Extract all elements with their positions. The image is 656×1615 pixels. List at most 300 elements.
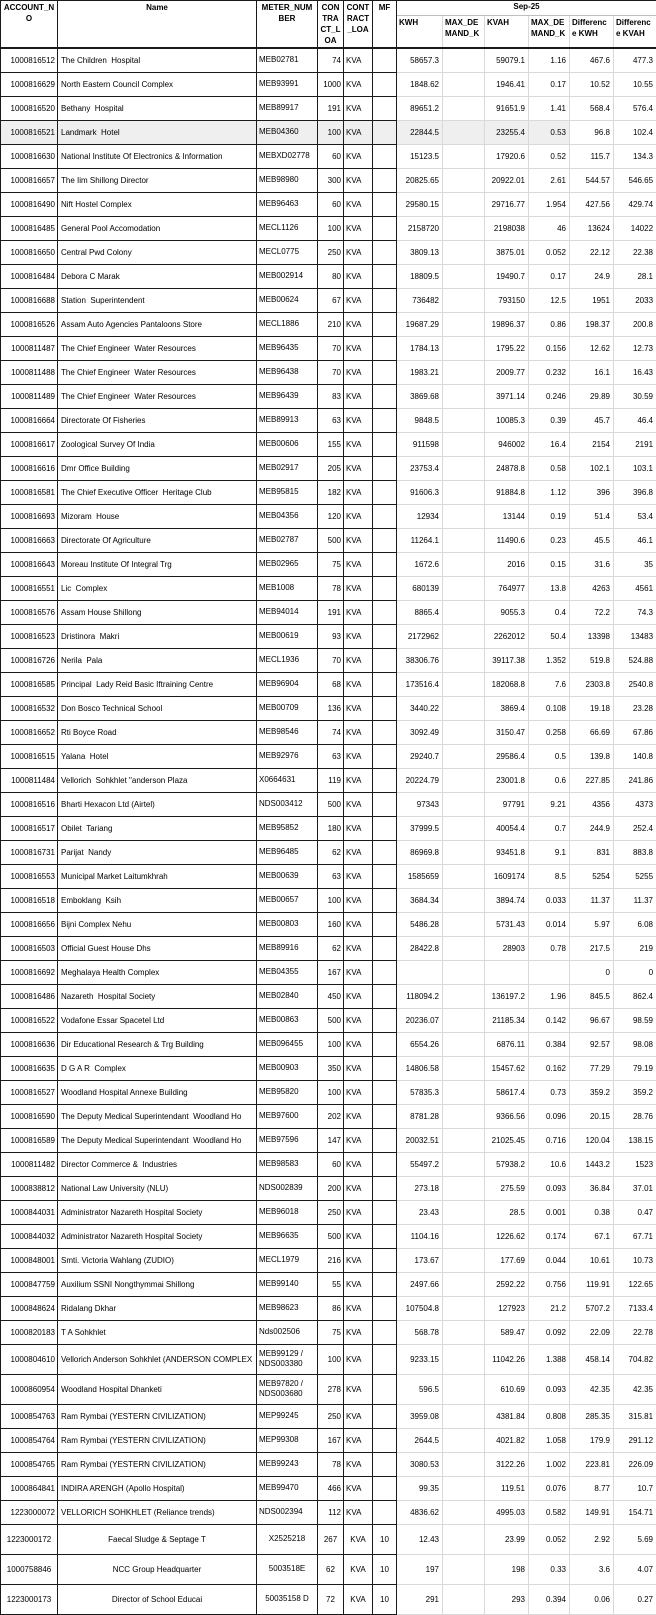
kwh-cell[interactable]: 15123.5 <box>397 144 443 168</box>
kvah-cell[interactable]: 3971.14 <box>485 384 529 408</box>
diff-kwh-cell[interactable]: 8.77 <box>570 1476 614 1500</box>
meter-cell[interactable]: MEB97596 <box>257 1128 318 1152</box>
max-demand-kvah-cell[interactable]: 0.052 <box>529 240 570 264</box>
diff-kvah-cell[interactable]: 0 <box>614 960 656 984</box>
diff-kwh-cell[interactable]: 831 <box>570 840 614 864</box>
kvah-cell[interactable]: 589.47 <box>485 1320 529 1344</box>
max-demand-kvah-cell[interactable]: 0.39 <box>529 408 570 432</box>
contract-unit-cell[interactable]: KVA <box>344 1554 373 1584</box>
contract-unit-cell[interactable]: KVA <box>344 1104 373 1128</box>
account-cell[interactable]: 1000816520 <box>1 96 58 120</box>
meter-cell[interactable]: MEB95820 <box>257 1080 318 1104</box>
contract-unit-cell[interactable]: KVA <box>344 216 373 240</box>
contract-unit-cell[interactable]: KVA <box>344 768 373 792</box>
header-account-no[interactable]: ACCOUNT_NO <box>1 1 58 49</box>
mf-cell[interactable] <box>373 552 397 576</box>
max-demand-kwh-cell[interactable] <box>443 1008 485 1032</box>
kvah-cell[interactable]: 3894.74 <box>485 888 529 912</box>
kwh-cell[interactable]: 29580.15 <box>397 192 443 216</box>
diff-kwh-cell[interactable]: 1951 <box>570 288 614 312</box>
mf-cell[interactable] <box>373 720 397 744</box>
diff-kwh-cell[interactable]: 115.7 <box>570 144 614 168</box>
account-cell[interactable]: 1000816692 <box>1 960 58 984</box>
diff-kvah-cell[interactable]: 1523 <box>614 1152 656 1176</box>
kvah-cell[interactable]: 23001.8 <box>485 768 529 792</box>
meter-cell[interactable]: MEB96904 <box>257 672 318 696</box>
diff-kvah-cell[interactable]: 98.08 <box>614 1032 656 1056</box>
diff-kvah-cell[interactable]: 30.59 <box>614 384 656 408</box>
contract-load-cell[interactable]: 100 <box>318 888 344 912</box>
meter-cell[interactable]: NDS002839 <box>257 1176 318 1200</box>
kwh-cell[interactable]: 29240.7 <box>397 744 443 768</box>
meter-cell[interactable]: MEB97820 / NDS003680 <box>257 1374 318 1404</box>
diff-kwh-cell[interactable]: 22.12 <box>570 240 614 264</box>
mf-cell[interactable] <box>373 888 397 912</box>
max-demand-kvah-cell[interactable]: 0.232 <box>529 360 570 384</box>
diff-kwh-cell[interactable]: 67.1 <box>570 1224 614 1248</box>
contract-load-cell[interactable]: 450 <box>318 984 344 1008</box>
kvah-cell[interactable]: 793150 <box>485 288 529 312</box>
contract-unit-cell[interactable]: KVA <box>344 1080 373 1104</box>
account-cell[interactable]: 1000864841 <box>1 1476 58 1500</box>
kwh-cell[interactable]: 22844.5 <box>397 120 443 144</box>
diff-kvah-cell[interactable]: 154.71 <box>614 1500 656 1524</box>
kvah-cell[interactable]: 1795.22 <box>485 336 529 360</box>
meter-cell[interactable]: MEB00803 <box>257 912 318 936</box>
contract-load-cell[interactable]: 119 <box>318 768 344 792</box>
meter-cell[interactable]: MEB00863 <box>257 1008 318 1032</box>
account-cell[interactable]: 1000816523 <box>1 624 58 648</box>
contract-unit-cell[interactable]: KVA <box>344 528 373 552</box>
kwh-cell[interactable]: 37999.5 <box>397 816 443 840</box>
name-cell[interactable]: National Law University (NLU) <box>58 1176 257 1200</box>
diff-kwh-cell[interactable]: 31.6 <box>570 552 614 576</box>
contract-load-cell[interactable]: 83 <box>318 384 344 408</box>
kwh-cell[interactable]: 14806.58 <box>397 1056 443 1080</box>
kvah-cell[interactable]: 5731.43 <box>485 912 529 936</box>
meter-cell[interactable]: 5003518E <box>257 1554 318 1584</box>
diff-kvah-cell[interactable]: 2191 <box>614 432 656 456</box>
max-demand-kvah-cell[interactable]: 0.582 <box>529 1500 570 1524</box>
meter-cell[interactable]: MEB00709 <box>257 696 318 720</box>
max-demand-kwh-cell[interactable] <box>443 696 485 720</box>
mf-cell[interactable] <box>373 1476 397 1500</box>
meter-cell[interactable]: MEB96463 <box>257 192 318 216</box>
diff-kwh-cell[interactable]: 45.7 <box>570 408 614 432</box>
max-demand-kvah-cell[interactable]: 0.716 <box>529 1128 570 1152</box>
max-demand-kwh-cell[interactable] <box>443 432 485 456</box>
name-cell[interactable]: Moreau Institute Of Integral Trg <box>58 552 257 576</box>
max-demand-kwh-cell[interactable] <box>443 312 485 336</box>
name-cell[interactable]: D G A R Complex <box>58 1056 257 1080</box>
kwh-cell[interactable]: 18809.5 <box>397 264 443 288</box>
contract-load-cell[interactable]: 205 <box>318 456 344 480</box>
diff-kwh-cell[interactable]: 12.62 <box>570 336 614 360</box>
max-demand-kwh-cell[interactable] <box>443 1476 485 1500</box>
name-cell[interactable]: Ram Rymbai (YESTERN CIVILIZATION) <box>58 1428 257 1452</box>
kwh-cell[interactable]: 23.43 <box>397 1200 443 1224</box>
kwh-cell[interactable]: 736482 <box>397 288 443 312</box>
kwh-cell[interactable]: 1983.21 <box>397 360 443 384</box>
kvah-cell[interactable]: 39117.38 <box>485 648 529 672</box>
meter-cell[interactable]: MEB96435 <box>257 336 318 360</box>
kvah-cell[interactable]: 2592.22 <box>485 1272 529 1296</box>
contract-load-cell[interactable]: 62 <box>318 840 344 864</box>
diff-kwh-cell[interactable]: 0.06 <box>570 1584 614 1614</box>
contract-unit-cell[interactable]: KVA <box>344 240 373 264</box>
kwh-cell[interactable]: 1848.62 <box>397 72 443 96</box>
max-demand-kvah-cell[interactable]: 13.8 <box>529 576 570 600</box>
max-demand-kvah-cell[interactable]: 0.162 <box>529 1056 570 1080</box>
kvah-cell[interactable]: 29586.4 <box>485 744 529 768</box>
max-demand-kwh-cell[interactable] <box>443 96 485 120</box>
diff-kvah-cell[interactable]: 7133.4 <box>614 1296 656 1320</box>
contract-unit-cell[interactable]: KVA <box>344 1320 373 1344</box>
name-cell[interactable]: Municipal Market Laitumkhrah <box>58 864 257 888</box>
account-cell[interactable]: 1000816657 <box>1 168 58 192</box>
diff-kvah-cell[interactable]: 241.86 <box>614 768 656 792</box>
name-cell[interactable]: Director Commerce & Industries <box>58 1152 257 1176</box>
max-demand-kvah-cell[interactable]: 1.388 <box>529 1344 570 1374</box>
kvah-cell[interactable]: 177.69 <box>485 1248 529 1272</box>
diff-kwh-cell[interactable]: 22.09 <box>570 1320 614 1344</box>
kvah-cell[interactable]: 59079.1 <box>485 48 529 72</box>
meter-cell[interactable]: MEB99129 / NDS003380 <box>257 1344 318 1374</box>
kvah-cell[interactable]: 3150.47 <box>485 720 529 744</box>
meter-cell[interactable]: MEB93991 <box>257 72 318 96</box>
max-demand-kvah-cell[interactable]: 1.96 <box>529 984 570 1008</box>
account-cell[interactable]: 1000854765 <box>1 1452 58 1476</box>
kwh-cell[interactable]: 97343 <box>397 792 443 816</box>
name-cell[interactable]: Rti Boyce Road <box>58 720 257 744</box>
diff-kwh-cell[interactable]: 467.6 <box>570 48 614 72</box>
name-cell[interactable]: Administrator Nazareth Hospital Society <box>58 1224 257 1248</box>
max-demand-kvah-cell[interactable]: 50.4 <box>529 624 570 648</box>
mf-cell[interactable] <box>373 600 397 624</box>
name-cell[interactable]: Principal Lady Reid Basic Iftraining Centre <box>58 672 257 696</box>
kvah-cell[interactable] <box>485 960 529 984</box>
diff-kvah-cell[interactable]: 134.3 <box>614 144 656 168</box>
max-demand-kwh-cell[interactable] <box>443 1524 485 1554</box>
max-demand-kvah-cell[interactable]: 0.258 <box>529 720 570 744</box>
max-demand-kwh-cell[interactable] <box>443 1032 485 1056</box>
diff-kwh-cell[interactable]: 223.81 <box>570 1452 614 1476</box>
contract-load-cell[interactable]: 216 <box>318 1248 344 1272</box>
max-demand-kvah-cell[interactable]: 0.7 <box>529 816 570 840</box>
diff-kwh-cell[interactable]: 5707.2 <box>570 1296 614 1320</box>
diff-kwh-cell[interactable]: 0 <box>570 960 614 984</box>
kvah-cell[interactable]: 29716.77 <box>485 192 529 216</box>
kvah-cell[interactable]: 1609174 <box>485 864 529 888</box>
max-demand-kvah-cell[interactable]: 0.756 <box>529 1272 570 1296</box>
max-demand-kwh-cell[interactable] <box>443 672 485 696</box>
diff-kvah-cell[interactable]: 4561 <box>614 576 656 600</box>
meter-cell[interactable]: MEB04356 <box>257 504 318 528</box>
contract-unit-cell[interactable]: KVA <box>344 120 373 144</box>
kwh-cell[interactable]: 3080.53 <box>397 1452 443 1476</box>
kvah-cell[interactable]: 2016 <box>485 552 529 576</box>
meter-cell[interactable]: MEB96438 <box>257 360 318 384</box>
contract-load-cell[interactable]: 191 <box>318 96 344 120</box>
diff-kwh-cell[interactable]: 72.2 <box>570 600 614 624</box>
max-demand-kvah-cell[interactable]: 0.142 <box>529 1008 570 1032</box>
contract-unit-cell[interactable]: KVA <box>344 192 373 216</box>
max-demand-kvah-cell[interactable]: 0.108 <box>529 696 570 720</box>
kvah-cell[interactable]: 20922.01 <box>485 168 529 192</box>
name-cell[interactable]: National Institute Of Electronics & Information <box>58 144 257 168</box>
meter-cell[interactable]: MEB98980 <box>257 168 318 192</box>
kvah-cell[interactable]: 28903 <box>485 936 529 960</box>
kvah-cell[interactable]: 610.69 <box>485 1374 529 1404</box>
max-demand-kwh-cell[interactable] <box>443 1224 485 1248</box>
mf-cell[interactable] <box>373 288 397 312</box>
diff-kvah-cell[interactable]: 98.59 <box>614 1008 656 1032</box>
max-demand-kwh-cell[interactable] <box>443 576 485 600</box>
name-cell[interactable]: INDIRA ARENGH (Apollo Hospital) <box>58 1476 257 1500</box>
mf-cell[interactable] <box>373 1248 397 1272</box>
contract-load-cell[interactable]: 167 <box>318 960 344 984</box>
max-demand-kwh-cell[interactable] <box>443 264 485 288</box>
max-demand-kwh-cell[interactable] <box>443 1554 485 1584</box>
diff-kwh-cell[interactable]: 359.2 <box>570 1080 614 1104</box>
max-demand-kwh-cell[interactable] <box>443 504 485 528</box>
contract-unit-cell[interactable]: KVA <box>344 1176 373 1200</box>
name-cell[interactable]: Faecal Sludge & Septage T <box>58 1524 257 1554</box>
mf-cell[interactable] <box>373 1152 397 1176</box>
name-cell[interactable]: Vodafone Essar Spacetel Ltd <box>58 1008 257 1032</box>
diff-kwh-cell[interactable]: 544.57 <box>570 168 614 192</box>
name-cell[interactable]: The Deputy Medical Superintendant Woodland Ho <box>58 1104 257 1128</box>
kwh-cell[interactable]: 5486.28 <box>397 912 443 936</box>
kwh-cell[interactable]: 568.78 <box>397 1320 443 1344</box>
max-demand-kvah-cell[interactable]: 1.058 <box>529 1428 570 1452</box>
account-cell[interactable]: 1000816629 <box>1 72 58 96</box>
meter-cell[interactable]: MEB00639 <box>257 864 318 888</box>
mf-cell[interactable] <box>373 744 397 768</box>
name-cell[interactable]: Parijat Nandy <box>58 840 257 864</box>
kwh-cell[interactable]: 6554.26 <box>397 1032 443 1056</box>
kwh-cell[interactable]: 8781.28 <box>397 1104 443 1128</box>
max-demand-kvah-cell[interactable]: 0.174 <box>529 1224 570 1248</box>
account-cell[interactable]: 1000816636 <box>1 1032 58 1056</box>
kwh-cell[interactable]: 273.18 <box>397 1176 443 1200</box>
name-cell[interactable]: Ram Rymbai (YESTERN CIVILIZATION) <box>58 1404 257 1428</box>
kwh-cell[interactable]: 9848.5 <box>397 408 443 432</box>
meter-cell[interactable]: MECL1126 <box>257 216 318 240</box>
contract-unit-cell[interactable]: KVA <box>344 744 373 768</box>
kwh-cell[interactable]: 3684.34 <box>397 888 443 912</box>
account-cell[interactable]: 1000816526 <box>1 312 58 336</box>
kwh-cell[interactable]: 3440.22 <box>397 696 443 720</box>
max-demand-kwh-cell[interactable] <box>443 408 485 432</box>
max-demand-kvah-cell[interactable]: 0.78 <box>529 936 570 960</box>
max-demand-kwh-cell[interactable] <box>443 744 485 768</box>
contract-unit-cell[interactable]: KVA <box>344 600 373 624</box>
name-cell[interactable]: North Eastern Council Complex <box>58 72 257 96</box>
kvah-cell[interactable]: 182068.8 <box>485 672 529 696</box>
max-demand-kvah-cell[interactable]: 0.246 <box>529 384 570 408</box>
mf-cell[interactable] <box>373 624 397 648</box>
max-demand-kwh-cell[interactable] <box>443 1428 485 1452</box>
diff-kwh-cell[interactable]: 244.9 <box>570 816 614 840</box>
meter-cell[interactable]: MEB00619 <box>257 624 318 648</box>
account-cell[interactable]: 1000816693 <box>1 504 58 528</box>
account-cell[interactable]: 1000816585 <box>1 672 58 696</box>
account-cell[interactable]: 1000816490 <box>1 192 58 216</box>
kvah-cell[interactable]: 23.99 <box>485 1524 529 1554</box>
diff-kvah-cell[interactable]: 13483 <box>614 624 656 648</box>
contract-unit-cell[interactable]: KVA <box>344 456 373 480</box>
name-cell[interactable]: Emboklang Ksih <box>58 888 257 912</box>
kvah-cell[interactable]: 136197.2 <box>485 984 529 1008</box>
diff-kwh-cell[interactable]: 4263 <box>570 576 614 600</box>
kvah-cell[interactable]: 764977 <box>485 576 529 600</box>
diff-kwh-cell[interactable]: 427.56 <box>570 192 614 216</box>
mf-cell[interactable] <box>373 1200 397 1224</box>
name-cell[interactable]: Central Pwd Colony <box>58 240 257 264</box>
kvah-cell[interactable]: 9055.3 <box>485 600 529 624</box>
diff-kvah-cell[interactable]: 138.15 <box>614 1128 656 1152</box>
max-demand-kvah-cell[interactable]: 0.5 <box>529 744 570 768</box>
account-cell[interactable]: 1000811489 <box>1 384 58 408</box>
contract-load-cell[interactable]: 136 <box>318 696 344 720</box>
max-demand-kvah-cell[interactable]: 10.6 <box>529 1152 570 1176</box>
contract-load-cell[interactable]: 278 <box>318 1374 344 1404</box>
kwh-cell[interactable]: 3092.49 <box>397 720 443 744</box>
mf-cell[interactable] <box>373 1428 397 1452</box>
kvah-cell[interactable]: 24878.8 <box>485 456 529 480</box>
diff-kvah-cell[interactable]: 53.4 <box>614 504 656 528</box>
name-cell[interactable]: Nerila Pala <box>58 648 257 672</box>
mf-cell[interactable] <box>373 120 397 144</box>
kwh-cell[interactable]: 19687.29 <box>397 312 443 336</box>
account-cell[interactable]: 1000816581 <box>1 480 58 504</box>
kwh-cell[interactable]: 20032.51 <box>397 1128 443 1152</box>
account-cell[interactable]: 1000816650 <box>1 240 58 264</box>
kvah-cell[interactable]: 2262012 <box>485 624 529 648</box>
contract-load-cell[interactable]: 350 <box>318 1056 344 1080</box>
account-cell[interactable]: 1000811488 <box>1 360 58 384</box>
max-demand-kvah-cell[interactable]: 0.093 <box>529 1176 570 1200</box>
diff-kvah-cell[interactable]: 74.3 <box>614 600 656 624</box>
max-demand-kvah-cell[interactable]: 0.156 <box>529 336 570 360</box>
kvah-cell[interactable]: 93451.8 <box>485 840 529 864</box>
name-cell[interactable]: Ridalang Dkhar <box>58 1296 257 1320</box>
kvah-cell[interactable]: 15457.62 <box>485 1056 529 1080</box>
contract-load-cell[interactable]: 74 <box>318 720 344 744</box>
mf-cell[interactable] <box>373 240 397 264</box>
max-demand-kwh-cell[interactable] <box>443 1128 485 1152</box>
mf-cell[interactable] <box>373 144 397 168</box>
max-demand-kvah-cell[interactable]: 0.19 <box>529 504 570 528</box>
max-demand-kwh-cell[interactable] <box>443 792 485 816</box>
diff-kwh-cell[interactable]: 0.38 <box>570 1200 614 1224</box>
name-cell[interactable]: Landmark Hotel <box>58 120 257 144</box>
max-demand-kvah-cell[interactable]: 0.73 <box>529 1080 570 1104</box>
contract-unit-cell[interactable]: KVA <box>344 792 373 816</box>
diff-kwh-cell[interactable]: 29.89 <box>570 384 614 408</box>
name-cell[interactable]: Dir Educational Research & Trg Building <box>58 1032 257 1056</box>
meter-cell[interactable]: MEB98623 <box>257 1296 318 1320</box>
contract-unit-cell[interactable]: KVA <box>344 864 373 888</box>
kvah-cell[interactable]: 13144 <box>485 504 529 528</box>
meter-cell[interactable]: MEB97600 <box>257 1104 318 1128</box>
max-demand-kwh-cell[interactable] <box>443 48 485 72</box>
name-cell[interactable]: VELLORICH SOHKHLET (Reliance trends) <box>58 1500 257 1524</box>
meter-cell[interactable]: MEB96018 <box>257 1200 318 1224</box>
header-meter-number[interactable]: METER_NUMBER <box>257 1 318 49</box>
kvah-cell[interactable]: 23255.4 <box>485 120 529 144</box>
mf-cell[interactable] <box>373 1056 397 1080</box>
account-cell[interactable]: 1000816518 <box>1 888 58 912</box>
kvah-cell[interactable]: 91884.8 <box>485 480 529 504</box>
diff-kwh-cell[interactable]: 396 <box>570 480 614 504</box>
mf-cell[interactable] <box>373 840 397 864</box>
max-demand-kwh-cell[interactable] <box>443 936 485 960</box>
diff-kwh-cell[interactable]: 139.8 <box>570 744 614 768</box>
account-cell[interactable]: 1000816663 <box>1 528 58 552</box>
meter-cell[interactable]: MEBXD02778 <box>257 144 318 168</box>
header-difference-kvah[interactable]: Difference KVAH <box>614 16 656 48</box>
account-cell[interactable]: 1000816515 <box>1 744 58 768</box>
diff-kvah-cell[interactable]: 862.4 <box>614 984 656 1008</box>
kvah-cell[interactable]: 6876.11 <box>485 1032 529 1056</box>
mf-cell[interactable] <box>373 1032 397 1056</box>
contract-load-cell[interactable]: 112 <box>318 1500 344 1524</box>
max-demand-kvah-cell[interactable]: 0.014 <box>529 912 570 936</box>
kwh-cell[interactable]: 680139 <box>397 576 443 600</box>
max-demand-kwh-cell[interactable] <box>443 1080 485 1104</box>
kvah-cell[interactable]: 58617.4 <box>485 1080 529 1104</box>
meter-cell[interactable]: MECL1979 <box>257 1248 318 1272</box>
diff-kvah-cell[interactable]: 6.08 <box>614 912 656 936</box>
account-cell[interactable]: 1000816485 <box>1 216 58 240</box>
contract-unit-cell[interactable]: KVA <box>344 888 373 912</box>
max-demand-kwh-cell[interactable] <box>443 840 485 864</box>
kvah-cell[interactable]: 127923 <box>485 1296 529 1320</box>
kvah-cell[interactable]: 3869.4 <box>485 696 529 720</box>
meter-cell[interactable]: MEB00903 <box>257 1056 318 1080</box>
kwh-cell[interactable]: 2497.66 <box>397 1272 443 1296</box>
contract-load-cell[interactable]: 210 <box>318 312 344 336</box>
contract-unit-cell[interactable]: KVA <box>344 1296 373 1320</box>
contract-unit-cell[interactable]: KVA <box>344 144 373 168</box>
kwh-cell[interactable]: 3869.68 <box>397 384 443 408</box>
diff-kwh-cell[interactable]: 179.9 <box>570 1428 614 1452</box>
meter-cell[interactable]: MEB98583 <box>257 1152 318 1176</box>
meter-cell[interactable]: MEB96439 <box>257 384 318 408</box>
kvah-cell[interactable]: 3875.01 <box>485 240 529 264</box>
kvah-cell[interactable]: 1946.41 <box>485 72 529 96</box>
meter-cell[interactable]: MEB89916 <box>257 936 318 960</box>
contract-load-cell[interactable]: 191 <box>318 600 344 624</box>
account-cell[interactable]: 1000854764 <box>1 1428 58 1452</box>
header-kvah[interactable]: KVAH <box>485 16 529 48</box>
mf-cell[interactable] <box>373 456 397 480</box>
account-cell[interactable]: 1000848624 <box>1 1296 58 1320</box>
meter-cell[interactable]: X2525218 <box>257 1524 318 1554</box>
contract-load-cell[interactable]: 60 <box>318 1152 344 1176</box>
max-demand-kwh-cell[interactable] <box>443 72 485 96</box>
account-cell[interactable]: 1223000072 <box>1 1500 58 1524</box>
diff-kvah-cell[interactable]: 22.78 <box>614 1320 656 1344</box>
header-name[interactable]: Name <box>58 1 257 49</box>
contract-load-cell[interactable]: 70 <box>318 648 344 672</box>
name-cell[interactable]: Bharti Hexacon Ltd (Airtel) <box>58 792 257 816</box>
contract-unit-cell[interactable]: KVA <box>344 312 373 336</box>
kwh-cell[interactable]: 20236.07 <box>397 1008 443 1032</box>
name-cell[interactable]: Mizoram House <box>58 504 257 528</box>
